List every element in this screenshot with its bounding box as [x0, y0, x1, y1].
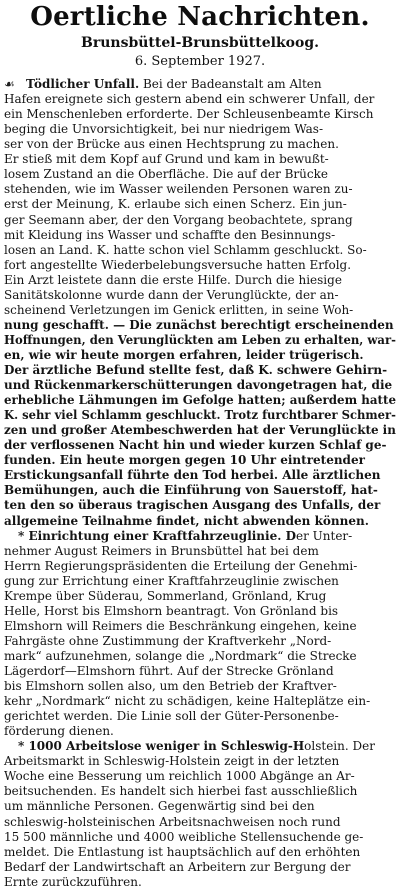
page-title: Oertliche Nachrichten. — [30, 2, 370, 32]
article-line-text: scheinend Verletzungen im Genick erlitten, in seine Woh- — [4, 302, 354, 317]
article-line — [4, 679, 337, 694]
article-line-text: schleswig-holsteinischen Arbeitsnachweisen noch rund — [4, 814, 341, 829]
article-line-text: Sanitätskolonne wurde dann der Verunglückte, der an- — [4, 287, 339, 302]
article-line-text: Helle, Horst bis Elmshorn beantragt. Von Grönland bis — [4, 603, 339, 618]
article-line — [4, 754, 339, 769]
article-line — [4, 273, 342, 288]
article-line-text: allgemeine Teilnahme findet, nicht abwenden können. — [4, 513, 369, 528]
article-line — [4, 438, 386, 453]
article-line — [4, 393, 396, 408]
article-line — [4, 303, 353, 318]
article-line — [4, 423, 396, 438]
article-line-text: beging die Unvorsichtigkeit, bei nur niedrigem Was- — [4, 122, 323, 137]
article-line-text: der verflossenen Nacht hin und wieder kurzen Schlaf ge- — [4, 438, 387, 453]
article-line-text: zen und großer Atembeschwerden hat der Verunglückte in — [4, 423, 396, 438]
article-line-text: Erstickungsanfall führte den Tod herbei. Alle ärztlichen — [4, 468, 381, 483]
article-line — [4, 649, 357, 664]
article-line-text: förderung dienen. — [4, 724, 114, 739]
headline-text: * 1000 Arbeitslose weniger in Schleswig-H — [18, 739, 305, 754]
article-line-text: stehenden, wie im Wasser weilenden Personen waren zu- — [4, 182, 353, 197]
article-line-text: Tödlicher Unfall. Bei der Badeanstalt am Alten — [26, 77, 322, 91]
article-line-text: ser von der Brücke aus einen Hechtsprung zu machen. — [4, 137, 339, 152]
article-line — [4, 288, 339, 303]
article-line-text: Elmshorn will Reimers die Beschränkung eingehen, keine — [4, 618, 357, 633]
article-line — [4, 197, 347, 212]
article-line-text: funden. Ein heute morgen gegen 10 Uhr eintretender — [4, 453, 365, 468]
article-line — [4, 213, 353, 228]
article-line — [4, 348, 364, 363]
article-line — [4, 107, 373, 122]
article-line — [4, 243, 367, 258]
article-line-text: Der ärztliche Befund stellte fest, daß K. schwere Gehirn- — [4, 362, 388, 377]
article-line — [4, 498, 380, 513]
article-line — [4, 709, 339, 724]
article-line — [4, 604, 338, 619]
article-line-text: Lägerdorf—Elmshorn führt. Auf der Strecke Grönland — [4, 664, 334, 678]
article-line — [4, 860, 350, 875]
article-date: 6. September 1927. — [134, 54, 266, 69]
article-line — [4, 77, 322, 92]
article-line — [4, 559, 357, 574]
article-line-text: beitsuchenden. Es handelt sich hierbei fast ausschließlich — [4, 784, 358, 799]
article-line — [4, 875, 142, 890]
article-line-text: mark“ aufzunehmen, solange die „Nordmark“ die Strecke — [4, 648, 357, 663]
article-line-text: um männliche Personen. Gegenwärtig sind bei den — [4, 799, 315, 814]
article-line-text: K. sehr viel Schlamm geschluckt. Trotz furchtbarer Schmer- — [4, 408, 396, 423]
article-line — [4, 529, 352, 544]
article-line-text: Er stieß mit dem Kopf auf Grund und kam in bewußt- — [4, 152, 329, 167]
article-line-text: fort angestellte Wiederbelebungsversuche hatten Erfolg. — [4, 257, 352, 272]
article-line — [4, 363, 387, 378]
article-line — [4, 634, 331, 649]
article-line — [4, 784, 357, 799]
article-line-text: * Einrichtung einer Kraftfahrzeuglinie. Der Unter- — [18, 528, 353, 543]
article-line — [4, 152, 329, 167]
article-line-text: Hoffnungen, den Verunglückten am Leben zu erhalten, war- — [4, 332, 396, 347]
article-line-text: Arbeitsmarkt in Schleswig-Holstein zeigt in der letzten — [4, 754, 340, 769]
article-line — [4, 589, 326, 604]
article-line-text: kehr „Nordmark“ nicht zu schädigen, keine Halteplätze ein- — [4, 694, 371, 709]
article-line-text: ten den so überaus tragischen Ausgang des Unfalls, der — [4, 498, 381, 513]
article-line — [4, 333, 396, 348]
article-line — [4, 318, 394, 333]
article-line — [4, 228, 335, 243]
article-line-text: en, wie wir heute morgen erfahren, leider trügerisch. — [4, 347, 364, 362]
article-line — [4, 724, 114, 739]
article-line — [4, 544, 319, 559]
article-line-text: ein Menschenleben erforderte. Der Schleusenbeamte Kirsch — [4, 107, 374, 122]
article-line — [4, 514, 369, 529]
article-line-text: erst der Meinung, K. erlaube sich einen Scherz. Ein jun- — [4, 197, 347, 212]
article-line-text: und Rückenmarkerschütterungen davongetragen hat, die — [4, 378, 393, 392]
article-line — [4, 122, 323, 137]
article-line-text: losem Zustand an die Oberfläche. Die auf der Brücke — [4, 167, 328, 182]
article-line — [4, 574, 339, 589]
article-line — [4, 815, 341, 830]
article-line-text: * 1000 Arbeitslose weniger in Schleswig-Holstein. Der — [18, 739, 375, 754]
article-line-text: Woche eine Besserung um reichlich 1000 Abgänge an Ar- — [4, 769, 355, 784]
article-line-text: gung zur Errichtung einer Kraftfahrzeuglinie zwischen — [4, 573, 339, 588]
article-line — [4, 799, 315, 814]
article-line — [4, 830, 363, 845]
article-line — [4, 92, 374, 107]
article-line — [4, 137, 339, 152]
article-line — [4, 453, 365, 468]
article-line-text: nung geschafft. — Die zunächst berechtigt erscheinenden — [4, 317, 394, 332]
article-line — [4, 739, 375, 754]
article-line-text: Ernte zurückzuführen. — [4, 874, 142, 889]
article-line — [4, 769, 355, 784]
article-line — [4, 483, 378, 498]
article-line-text: meldet. Die Entlastung ist hauptsächlich auf den erhöhten — [4, 844, 361, 859]
article-line — [4, 845, 360, 860]
headline-text: Tödlicher Unfall. — [26, 77, 140, 91]
article-line-text: Ein Arzt leistete dann die erste Hilfe. Durch die hiesige — [4, 272, 342, 287]
article-line — [4, 664, 334, 679]
article-line — [4, 468, 380, 483]
article-line — [4, 619, 357, 634]
article-line — [4, 694, 370, 709]
article-line — [4, 258, 351, 273]
article-line-text: Bedarf der Landwirtschaft an Arbeitern zur Bergung der — [4, 859, 351, 874]
article-line-text: Herrn Regierungspräsidenten die Erteilung der Genehmi- — [4, 558, 358, 573]
article-line-text: Bemühungen, auch die Einführung von Sauerstoff, hat- — [4, 483, 378, 498]
article-line — [4, 378, 392, 393]
article-line-text: erhebliche Lähmungen im Gefolge hatten; außerdem hatte — [4, 393, 397, 408]
article-line-text: losen an Land. K. hatte schon viel Schlamm geschluckt. So- — [4, 242, 367, 257]
article-line — [4, 408, 396, 423]
section-subtitle: Brunsbüttel-Brunsbüttelkoog. — [81, 35, 319, 51]
article-line — [4, 182, 353, 197]
article-line-text: ger Seemann aber, der den Vorgang beobachtete, sprang — [4, 212, 353, 227]
article-line-text: Krempe über Süderau, Sommerland, Grönland, Krug — [4, 588, 327, 603]
article-line-text: gerichtet werden. Die Linie soll der Güter-Personenbe- — [4, 709, 339, 724]
article-line-text: Fahrgäste ohne Zustimmung der Kraftverkehr „Nord- — [4, 633, 332, 648]
headline-text: * Einrichtung einer Kraftfahrzeuglinie. D — [18, 528, 296, 543]
article-line-text: mit Kleidung ins Wasser und schaffte den Besinnungs- — [4, 227, 336, 242]
article-line-text: 15 500 männliche und 4000 weibliche Stellensuchende ge- — [4, 829, 364, 844]
article-line — [4, 167, 328, 182]
article-line-text: Hafen ereignete sich gestern abend ein schwerer Unfall, der — [4, 92, 375, 106]
ornament-icon: ☙ — [4, 77, 15, 91]
article-line-text: nehmer August Reimers in Brunsbüttel hat bei dem — [4, 543, 319, 558]
article-line-text: bis Elmshorn sollen also, um den Betrieb der Kraftver- — [4, 679, 337, 693]
